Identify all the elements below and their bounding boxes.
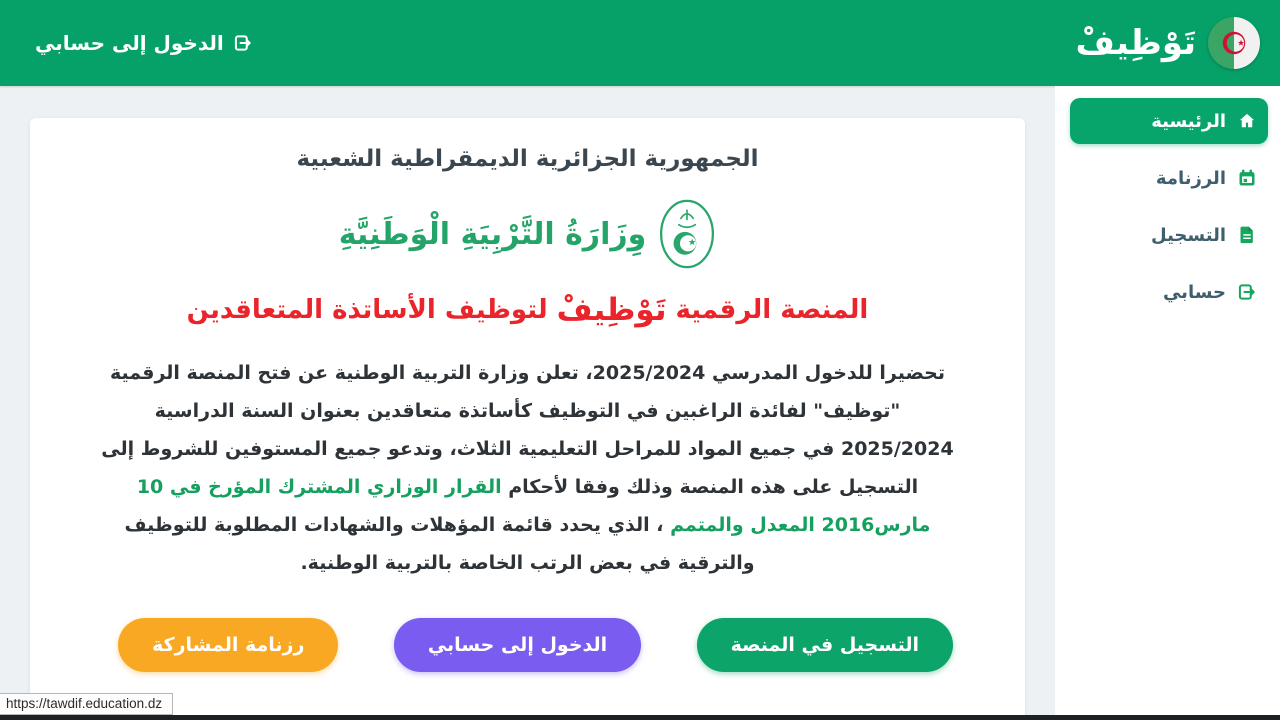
sidebar-item-label: الرئيسية [1151, 110, 1226, 132]
statusbar-url: https://tawdif.education.dz [0, 693, 173, 715]
announcement-seg1: تحضيرا للدخول المدرسي 2025/2024، تعلن وزارة التربية الوطنية عن فتح المنصة الرقمية "توظيف" لفائدة الراغبين في التوظيف كأساتذة متعاقدين بعنوان السنة الدراسية 2025/2024 في جميع المواد للمراحل التعليمية الثلاث، وتدعو جميع المستوفين للشروط إلى التسجيل على هذه المنصة وذلك وفقا لأحكام [101, 362, 954, 498]
top-header [0, 0, 1280, 86]
sidebar-item-calendar[interactable] [1070, 155, 1268, 201]
sidebar-item-label: الرزنامة [1155, 167, 1226, 189]
platform-title [30, 290, 1025, 326]
participation-calendar-button[interactable]: رزنامة المشاركة [118, 618, 338, 672]
republic-title: الجمهورية الجزائرية الديمقراطية الشعبية [296, 146, 759, 172]
login-account-button[interactable]: الدخول إلى حسابي [394, 618, 641, 672]
decree-highlight: القرار الوزاري المشترك المؤرخ في 10 مارس2016 المعدل والمتمم [136, 476, 931, 536]
header-login-label: الدخول إلى حسابي [35, 31, 224, 55]
sidebar-item-label: التسجيل [1151, 224, 1226, 246]
sidebar-item-register[interactable] [1070, 212, 1268, 258]
action-buttons [30, 618, 1025, 672]
platform-title-logo-word: تَوْظِيفْ [556, 292, 667, 328]
sidebar-item-label: حسابي [1162, 281, 1226, 303]
register-icon [1236, 224, 1258, 246]
brand-logo-text: تَوْظِيفْ [1075, 23, 1196, 63]
calendar-icon [1236, 167, 1258, 189]
account-icon [1236, 281, 1258, 303]
ministry-name: وِزَارَةُ التَّرْبِيَةِ الْوَطَنِيَّةِ [338, 216, 647, 252]
brand-logo[interactable] [1076, 17, 1260, 69]
platform-title-part2: لتوظيف الأساتذة المتعاقدين [186, 295, 548, 325]
announcement-seg2: ، الذي يحدد قائمة المؤهلات والشهادات المطلوبة للتوظيف والترقية في بعض الرتب الخاصة بالتربية الوطنية. [124, 514, 755, 574]
algeria-emblem-icon [658, 197, 716, 271]
header-login-link[interactable] [35, 31, 253, 55]
home-icon [1236, 110, 1258, 132]
sidebar [1055, 86, 1280, 715]
taskbar-strip [0, 715, 1280, 720]
main-card [30, 118, 1025, 720]
login-icon [233, 33, 253, 53]
platform-title-part1: المنصة الرقمية [675, 295, 869, 325]
register-platform-button[interactable]: التسجيل في المنصة [697, 618, 953, 672]
announcement-paragraph [96, 354, 960, 582]
ministry-logo [30, 188, 1025, 280]
algeria-flag-icon [1208, 17, 1260, 69]
sidebar-item-home[interactable] [1070, 98, 1268, 144]
sidebar-item-account[interactable] [1070, 269, 1268, 315]
